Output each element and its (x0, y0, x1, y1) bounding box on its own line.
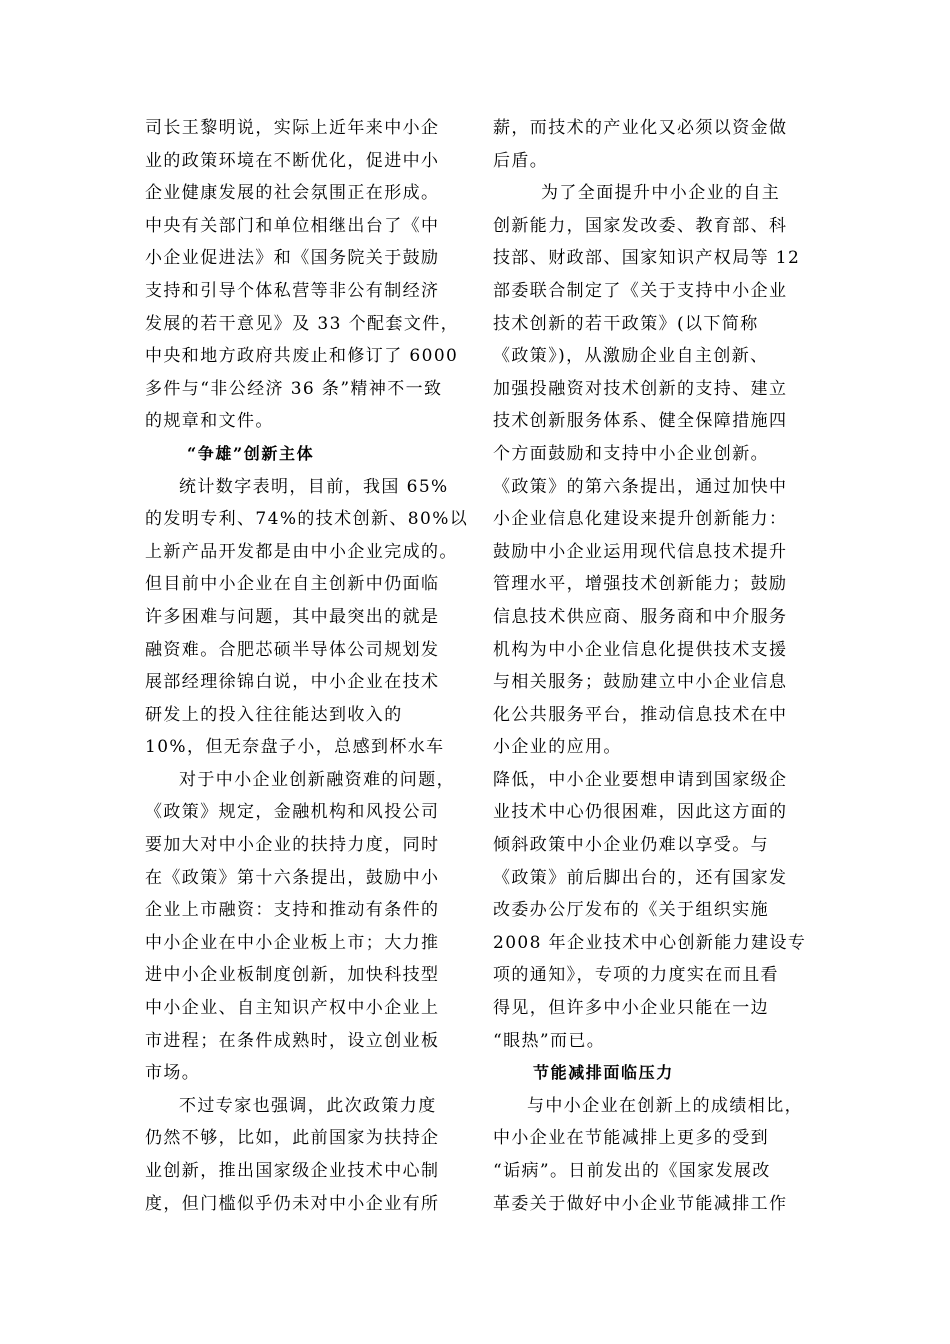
text-line: 多件与“非公经济 36 条”精神不一致 (145, 378, 443, 399)
text-line: 中央有关部门和单位相继出台了《中 (145, 215, 440, 236)
text-line: 度，但门槛似乎仍未对中小企业有所 (145, 1193, 440, 1214)
text-line: 改委办公厅发布的《关于组织实施 (493, 900, 769, 921)
text-line: 鼓励中小企业运用现代信息技术提升 (493, 541, 788, 562)
text-line: 薪，而技术的产业化又必须以资金做 (493, 118, 788, 138)
text-line: 统计数字表明，目前，我国 65% (179, 476, 449, 497)
text-line: 要加大对中小企业的扶持力度，同时 (145, 835, 440, 856)
text-line: 革委关于做好中小企业节能减排工作 (493, 1193, 788, 1214)
text-line: 管理水平，增强技术创新能力；鼓励 (493, 574, 788, 595)
text-line: 中央和地方政府共废止和修订了 6000 (145, 346, 459, 367)
text-line: 业技术中心仍很困难，因此这方面的 (493, 802, 788, 823)
text-line: 司长王黎明说，实际上近年来中小企 (145, 118, 440, 138)
text-line: 《政策》)，从激励企业自主创新、 (493, 346, 769, 367)
text-line: 部委联合制定了《关于支持中小企业 (493, 280, 788, 301)
text-line: 对于中小企业创新融资难的问题， (179, 769, 455, 790)
text-line: 展部经理徐锦白说，中小企业在技术 (145, 672, 440, 693)
text-line: 但目前中小企业在自主创新中仍面临 (145, 574, 440, 595)
text-line: 与相关服务；鼓励建立中小企业信息 (493, 672, 788, 693)
text-line: 业创新，推出国家级企业技术中心制 (145, 1161, 440, 1181)
text-line: 不过专家也强调，此次政策力度 (179, 1095, 437, 1116)
text-line: 融资难。合肥芯硕半导体公司规划发 (145, 639, 440, 660)
text-line: 倾斜政策中小企业仍难以享受。与 (493, 835, 769, 856)
text-line: 《政策》规定，金融机构和风投公司 (145, 802, 440, 823)
text-line: 信息技术供应商、服务商和中介服务 (493, 606, 788, 627)
text-line: 与中小企业在创新上的成绩相比， (527, 1095, 803, 1116)
text-line: 市场。 (145, 1063, 201, 1084)
text-line: 为了全面提升中小企业的自主 (541, 183, 781, 204)
text-line: 个方面鼓励和支持中小企业创新。 (493, 443, 769, 464)
text-line: 的规章和文件。 (145, 411, 274, 432)
text-line: 的发明专利、74%的技术创新、80%以 (145, 509, 469, 530)
text-line: 加强投融资对技术创新的支持、建立 (493, 378, 788, 399)
text-line: 创新能力，国家发改委、教育部、科 (493, 215, 788, 236)
text-line: 发展的若干意见》及 33 个配套文件， (145, 313, 460, 334)
right-text-column (493, 112, 813, 1220)
text-line: 化公共服务平台，推动信息技术在中 (493, 704, 788, 725)
text-line: 2008 年企业技术中心创新能力建设专 (493, 932, 807, 953)
text-line: 中小企业在中小企业板上市；大力推 (145, 932, 440, 953)
left-text-column (145, 112, 469, 1220)
text-line: 企业上市融资：支持和推动有条件的 (145, 900, 440, 921)
text-line: 业的政策环境在不断优化，促进中小 (145, 150, 440, 171)
text-line: 项的通知》，专项的力度实在而且看 (493, 965, 779, 986)
text-line: 后盾。 (493, 150, 549, 171)
text-line: 技部、财政部、国家知识产权局等 12 (493, 248, 801, 269)
section-heading: 节能减排面临压力 (533, 1063, 674, 1083)
text-line: 支持和引导个体私营等非公有制经济 (145, 280, 440, 301)
text-line: 进中小企业板制度创新，加快科技型 (145, 965, 440, 986)
text-line: “眼热”而已。 (493, 1030, 606, 1051)
text-line: 中小企业、自主知识产权中小企业上 (145, 998, 440, 1019)
text-line: 技术创新服务体系、健全保障措施四 (493, 411, 788, 432)
text-line: 企业健康发展的社会氛围正在形成。 (145, 183, 440, 204)
text-line: 得见，但许多中小企业只能在一边 (493, 998, 769, 1019)
text-line: 机构为中小企业信息化提供技术支援 (493, 639, 788, 660)
text-line: 小企业促进法》和《国务院关于鼓励 (145, 248, 440, 269)
text-line: 上新产品开发都是由中小企业完成的。 (145, 541, 458, 562)
text-line: 10%，但无奈盘子小，总感到杯水车 (145, 737, 445, 758)
section-heading: “争雄”创新主体 (187, 443, 315, 463)
text-line: 中小企业在节能减排上更多的受到 (493, 1128, 769, 1149)
text-line: 小企业的应用。 (493, 737, 622, 758)
text-line: 《政策》的第六条提出，通过加快中 (493, 476, 788, 497)
text-line: 降低，中小企业要想申请到国家级企 (493, 769, 788, 790)
text-line: 小企业信息化建设来提升创新能力： (493, 509, 788, 530)
text-line: 市进程；在条件成熟时，设立创业板 (145, 1030, 440, 1051)
text-line: 《政策》前后脚出台的，还有国家发 (493, 867, 788, 888)
text-line: 研发上的投入往往能达到收入的 (145, 704, 403, 725)
text-line: 许多困难与问题，其中最突出的就是 (145, 606, 440, 627)
text-line: “诟病”。日前发出的《国家发展改 (493, 1161, 771, 1181)
text-line: 技术创新的若干政策》(以下简称 (493, 313, 759, 334)
text-line: 仍然不够，比如，此前国家为扶持企 (145, 1128, 440, 1149)
text-line: 在《政策》第十六条提出，鼓励中小 (145, 867, 440, 888)
